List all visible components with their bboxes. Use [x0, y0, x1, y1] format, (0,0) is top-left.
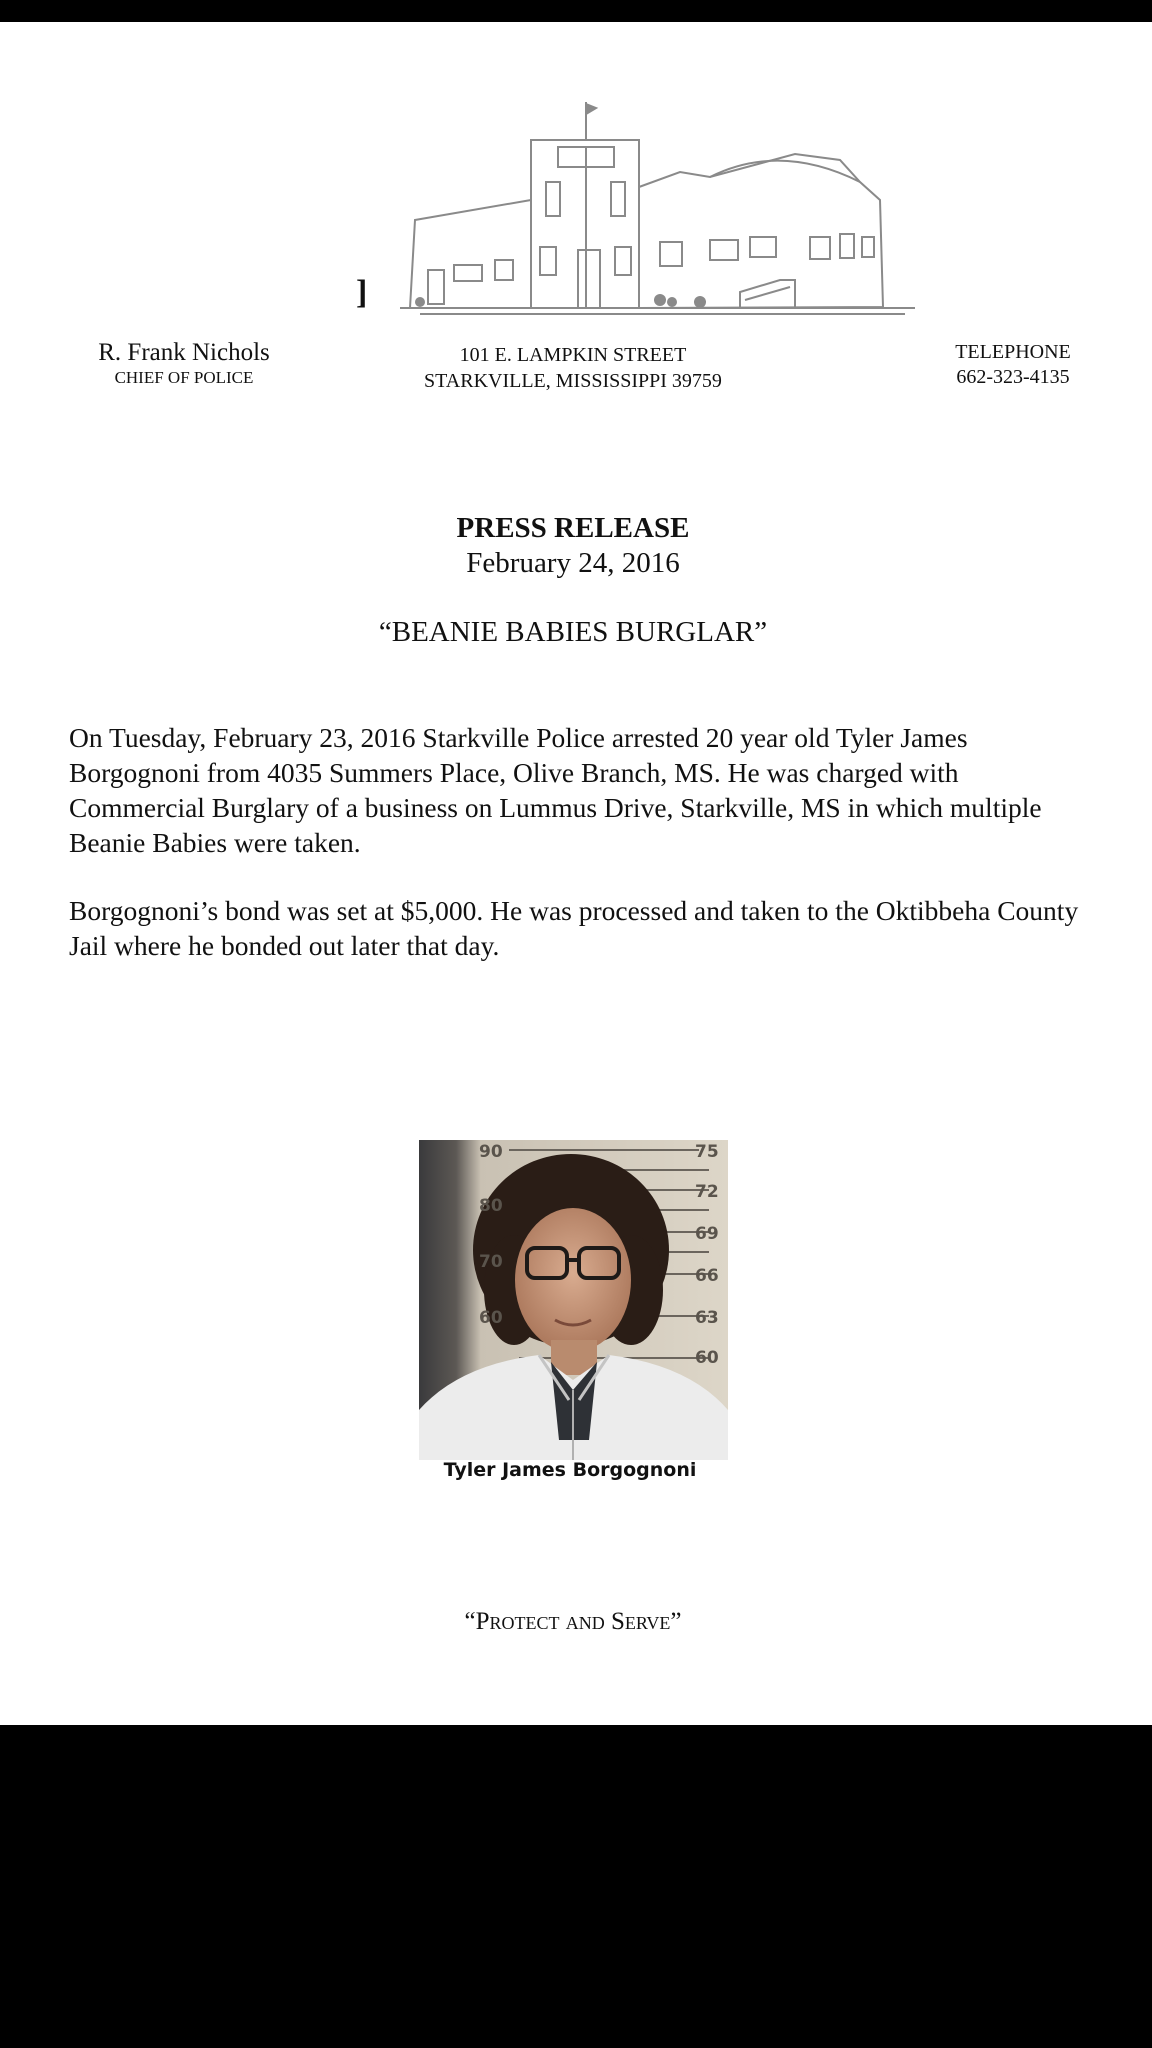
- release-heading: [0, 510, 1146, 580]
- top-black-bar: [0, 0, 1152, 22]
- chief-title: CHIEF OF POLICE: [114, 368, 254, 388]
- phone-label: TELEPHONE: [955, 341, 1071, 363]
- bottom-black-area: [0, 1725, 1152, 2048]
- phone-block: [920, 340, 1106, 390]
- height-mark: 75: [695, 1142, 719, 1162]
- press-release-page: [0, 22, 1152, 1725]
- phone-number: 662-323-4135: [956, 366, 1070, 388]
- police-building-illustration: [400, 102, 915, 317]
- motto: “Protect and Serve”: [464, 1608, 682, 1635]
- photo-caption: Tyler James Borgognoni: [443, 1459, 697, 1481]
- height-mark: 72: [695, 1182, 719, 1202]
- height-marks-right: [695, 1142, 728, 1372]
- height-mark: 90: [479, 1142, 503, 1162]
- height-marks-left: [479, 1142, 509, 1382]
- height-mark: 80: [479, 1196, 503, 1216]
- height-mark: 60: [479, 1308, 503, 1328]
- press-release-label: PRESS RELEASE: [456, 512, 690, 544]
- release-headline: “BEANIE BABIES BURGLAR”: [378, 616, 768, 648]
- mugshot-photo: [419, 1140, 728, 1460]
- body-paragraph-2: Borgognoni’s bond was set at $5,000. He was processed and taken to the Oktibbeha County Jail where he bonded out later that day.: [69, 895, 1079, 961]
- address-street: 101 E. LAMPKIN STREET: [459, 344, 687, 366]
- height-mark: 60: [695, 1348, 719, 1368]
- chief-block: [70, 340, 298, 387]
- height-mark: 69: [695, 1224, 719, 1244]
- height-mark: 70: [479, 1252, 503, 1272]
- stray-bracket-mark: ]: [356, 274, 368, 311]
- address-block: [380, 342, 766, 394]
- address-city: STARKVILLE, MISSISSIPPI 39759: [424, 370, 722, 392]
- release-date: February 24, 2016: [466, 547, 680, 579]
- height-mark: 63: [695, 1308, 719, 1328]
- chief-name: R. Frank Nichols: [98, 339, 270, 366]
- body-paragraph-1: On Tuesday, February 23, 2016 Starkville Police arrested 20 year old Tyler James Borgognoni from 4035 Summers Place, Olive Branch, MS. He was charged with Commercial Burglary of a business on Lummus Drive, Starkville, MS in which multiple Beanie Babies were taken.: [69, 722, 1042, 858]
- height-mark: 66: [695, 1266, 719, 1286]
